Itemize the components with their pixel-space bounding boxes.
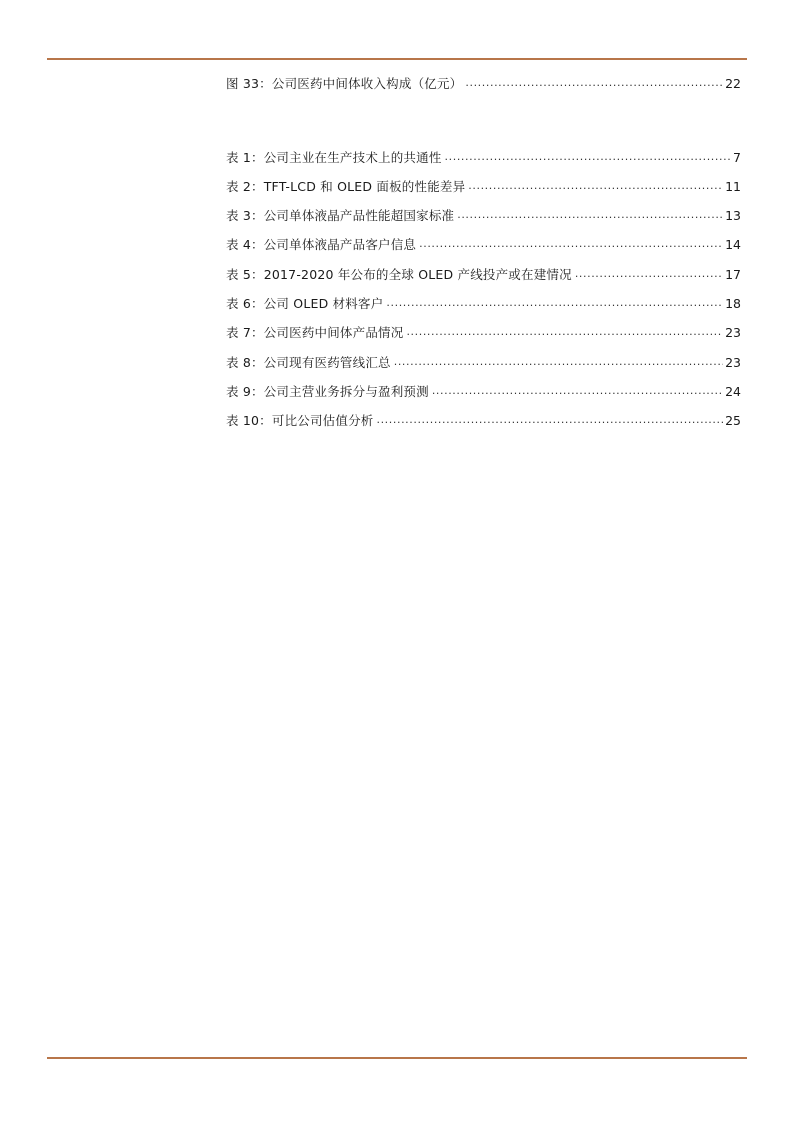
toc-entry-page: 17 — [725, 267, 741, 282]
toc-entry-page: 24 — [725, 384, 741, 399]
toc-table-8[interactable] — [226, 353, 741, 371]
toc-entry-page: 18 — [725, 296, 741, 311]
toc-entry-page: 23 — [725, 325, 741, 340]
toc-dot-leader — [406, 324, 723, 340]
toc-table-5[interactable] — [226, 265, 741, 283]
toc-dot-leader — [445, 149, 732, 165]
toc-entry-page: 25 — [725, 413, 741, 428]
toc-dot-leader — [386, 295, 723, 311]
toc-entry-label: 表 3：公司单体液晶产品性能超国家标准 — [226, 208, 455, 223]
toc-entry-label: 表 7：公司医药中间体产品情况 — [226, 325, 404, 340]
toc-entry-page: 22 — [725, 76, 741, 91]
toc-entry-page: 7 — [733, 150, 741, 165]
toc-dot-leader — [575, 266, 723, 282]
toc-entry-label: 表 2：TFT-LCD 和 OLED 面板的性能差异 — [226, 179, 466, 194]
toc-dot-leader — [457, 207, 723, 223]
toc-table-10[interactable] — [226, 411, 741, 429]
toc-table-1[interactable] — [226, 148, 741, 166]
toc-dot-leader — [465, 75, 723, 91]
toc-entry-label: 表 1：公司主业在生产技术上的共通性 — [226, 150, 442, 165]
toc-entry-label: 表 4：公司单体液晶产品客户信息 — [226, 237, 417, 252]
toc-entry-page: 14 — [725, 237, 741, 252]
toc-entry-label: 表 8：公司现有医药管线汇总 — [226, 355, 391, 370]
footer-rule — [47, 1057, 747, 1059]
toc-entry-label: 表 5：2017-2020 年公布的全球 OLED 产线投产或在建情况 — [226, 267, 572, 282]
toc-dot-leader — [468, 178, 723, 194]
toc-entry-page: 23 — [725, 355, 741, 370]
toc-dot-leader — [432, 383, 723, 399]
toc-entry-label: 图 33：公司医药中间体收入构成（亿元） — [226, 76, 463, 91]
toc-entry-label: 表 6：公司 OLED 材料客户 — [226, 296, 384, 311]
toc-dot-leader — [394, 354, 723, 370]
toc-table-9[interactable] — [226, 382, 741, 400]
toc-dot-leader — [419, 236, 723, 252]
toc-entry-page: 13 — [725, 208, 741, 223]
toc-table-7[interactable] — [226, 323, 741, 341]
toc-entry-page: 11 — [725, 179, 741, 194]
header-rule — [47, 58, 747, 60]
toc-table-6[interactable] — [226, 294, 741, 312]
toc-entry-label: 表 9：公司主营业务拆分与盈利预测 — [226, 384, 429, 399]
toc-dot-leader — [376, 412, 723, 428]
toc-table-3[interactable] — [226, 206, 741, 224]
toc-figure-33[interactable] — [226, 74, 741, 92]
toc-entry-label: 表 10：可比公司估值分析 — [226, 413, 374, 428]
toc-table-4[interactable] — [226, 235, 741, 253]
toc-table-2[interactable] — [226, 177, 741, 195]
